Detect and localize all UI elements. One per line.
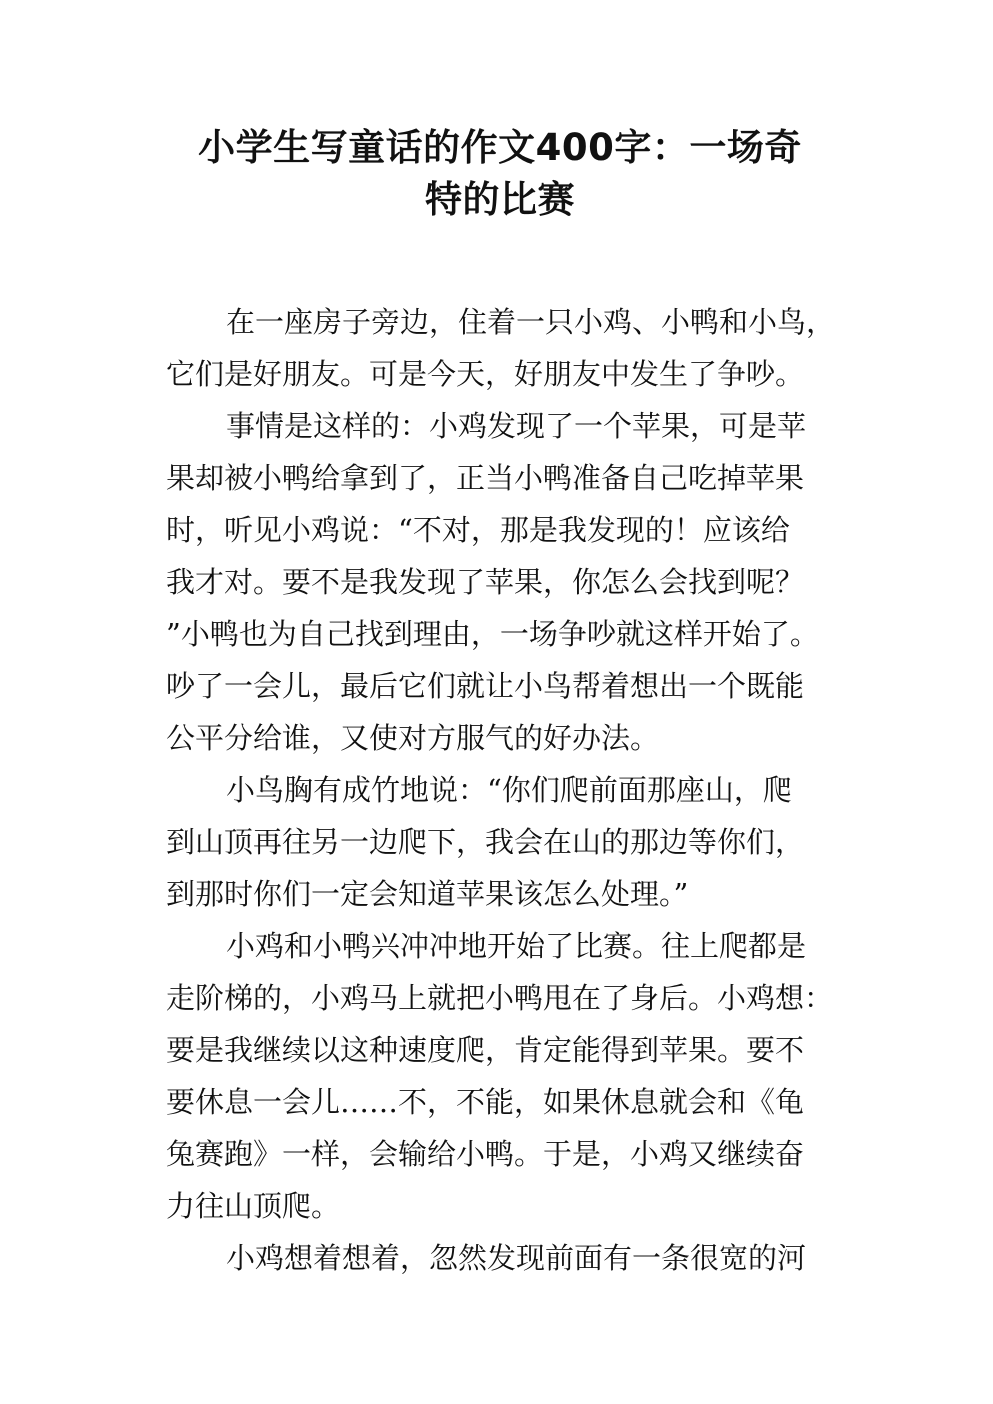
text-line: 兔赛跑》一样，会输给小鸭。于是，小鸡又继续奋 <box>166 1137 805 1171</box>
paragraph-3 <box>166 764 846 920</box>
text-line: 在一座房子旁边，住着一只小鸡、小鸭和小鸟， <box>226 305 836 339</box>
text-line: 要休息一会儿……不，不能，如果休息就会和《龟 <box>166 1085 805 1119</box>
text-line: 到山顶再往另一边爬下，我会在山的那边等你们， <box>166 825 805 859</box>
text-line: 吵了一会儿，最后它们就让小鸟帮着想出一个既能 <box>166 669 805 703</box>
paragraph-5 <box>166 1232 846 1284</box>
title-line-2: 特的比赛 <box>425 178 575 221</box>
text-line: 小鸟胸有成竹地说：“你们爬前面那座山，爬 <box>226 773 792 807</box>
text-line: 它们是好朋友。可是今天，好朋友中发生了争吵。 <box>166 357 805 391</box>
text-line: 走阶梯的，小鸡马上就把小鸭甩在了身后。小鸡想： <box>166 981 834 1015</box>
text-line: 小鸡和小鸭兴冲冲地开始了比赛。往上爬都是 <box>226 929 807 963</box>
text-line: 果却被小鸭给拿到了，正当小鸭准备自己吃掉苹果 <box>166 461 805 495</box>
text-line: 事情是这样的：小鸡发现了一个苹果，可是苹 <box>226 409 807 443</box>
text-line: 小鸡想着想着，忽然发现前面有一条很宽的河 <box>226 1241 807 1275</box>
paragraph-1 <box>166 296 846 400</box>
text-line: 我才对。要不是我发现了苹果，你怎么会找到呢？ <box>166 565 805 599</box>
text-line: ”小鸭也为自己找到理由，一场争吵就这样开始了。 <box>166 617 819 651</box>
document-title <box>150 122 850 226</box>
text-line: 时，听见小鸡说：“不对，那是我发现的！应该给 <box>166 513 790 547</box>
text-line: 到那时你们一定会知道苹果该怎么处理。” <box>166 877 689 911</box>
paragraph-4 <box>166 920 846 1232</box>
title-line-1: 小学生写童话的作文400字：一场奇 <box>198 126 802 169</box>
text-line: 力往山顶爬。 <box>166 1189 341 1223</box>
paragraph-2 <box>166 400 846 764</box>
text-line: 公平分给谁，又使对方服气的好办法。 <box>166 721 660 755</box>
article-body <box>166 296 846 1284</box>
text-line: 要是我继续以这种速度爬，肯定能得到苹果。要不 <box>166 1033 805 1067</box>
